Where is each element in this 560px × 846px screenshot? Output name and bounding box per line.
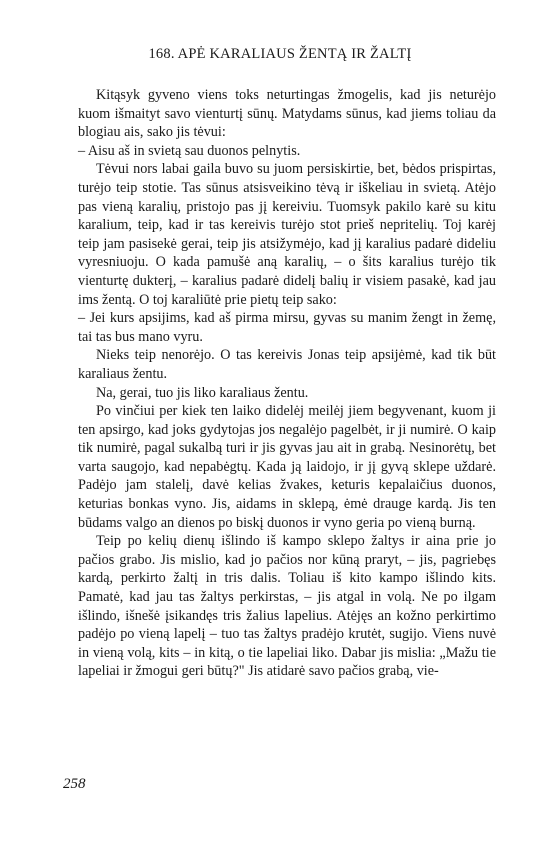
paragraph: Tėvui nors labai gaila buvo su juom persiskirtie, bet, bėdos prispirtas, turėjo teip stotie. Tas sūnus atsisveikino tėvą ir iškeliau in svietą. Atėjo pas vieną karalių, pristojo pas jį kereiviu. Tuomsyk pakilo karė su kitu karalium, teip, kad ir tas kereivis turėjo stot prieš nepritelių. Toj karėj teip jam pasisekė gerai, teip jis atsižymėjo, kad jį karalius padarė dideliu vyresniuoju. O kada pamušė aną karalių, – o šits karalius turėjo tik vienturtę dukterį, – karalius padarė didelį balių ir visiem pasakė, kad jau ims žentą. O toj karaliūtė prie pietų teip sako: bbox=[78, 161, 496, 308]
paragraph: Nieks teip nenorėjo. O tas kereivis Jonas teip apsijėmė, kad tik būt karaliaus žentu. bbox=[78, 347, 496, 382]
dialog-line: – Jei kurs apsijims, kad aš pirma mirsu, gyvas su manim žengt in žemę, tai tas bus mano vyru. bbox=[78, 310, 496, 345]
body-text bbox=[78, 86, 496, 681]
paragraph: Kitąsyk gyveno viens toks neturtingas žmogelis, kad jis neturėjo kuom išmaityt savo vienturtį sūnų. Matydams sūnus, kad jiems toliau da blogiau ais, sako jis tėvui: bbox=[78, 87, 496, 141]
paragraph: Po vinčiui per kiek ten laiko didelėj meilėj jiem begyvenant, kuom ji ten apsirgo, kad joks gydytojas jos negalėjo pagelbėt, ir ji numirė. O kaip tik numirė, pagal sukalbą turi ir jis gyvas jau ait in grabą. Nesinorėtų, bet varta saugojo, kad nepabėgtų. Kada ją laidojo, ir jį gyvą sklepe uždarė. Padėjo jam stalelį, davė kelias žvakes, keturis kepalaičius duonos, keturias bonkas vyno. Jis, aidams in sklepą, ėmė drauge kardą. Jis ten būdams valgo an dienos po biskį duonos ir vyno geria po vieną burną. bbox=[78, 403, 496, 531]
page-number: 258 bbox=[63, 776, 86, 792]
chapter-title: 168. APĖ KARALIAUS ŽENTĄ IR ŽALTĮ bbox=[148, 46, 412, 62]
paragraph: Na, gerai, tuo jis liko karaliaus žentu. bbox=[96, 384, 309, 401]
paragraph: Teip po kelių dienų išlindo iš kampo sklepo žaltys ir aina prie jo pačios grabo. Jis mislio, kad jo pačios nor kūną praryt, – jis, pagriebęs kardą, perkirto žaltį in tris dalis. Toliau iš kito kampo išlindo kits. Pamatė, kad jau tas žaltys perkirstas, – jis atgal in volą. Ne po ilgam išlindo, išnešė įsikandęs tris žalius lapelius. Atėjęs an kožno perkirtimo padėjo po vieną lapelį – tuo tas žaltys pradėjo krutėt, sugijo. Viens nuvė in vieną volą, kits – in kitą, o tie lapeliai liko. Dabar jis mislia: „Mažu tie lapeliai ir žmogui geri būtų?" Jis atidarė savo pačios grabą, vie- bbox=[78, 533, 496, 680]
dialog-line: – Aisu aš in svietą sau duonos pelnytis. bbox=[78, 142, 301, 159]
